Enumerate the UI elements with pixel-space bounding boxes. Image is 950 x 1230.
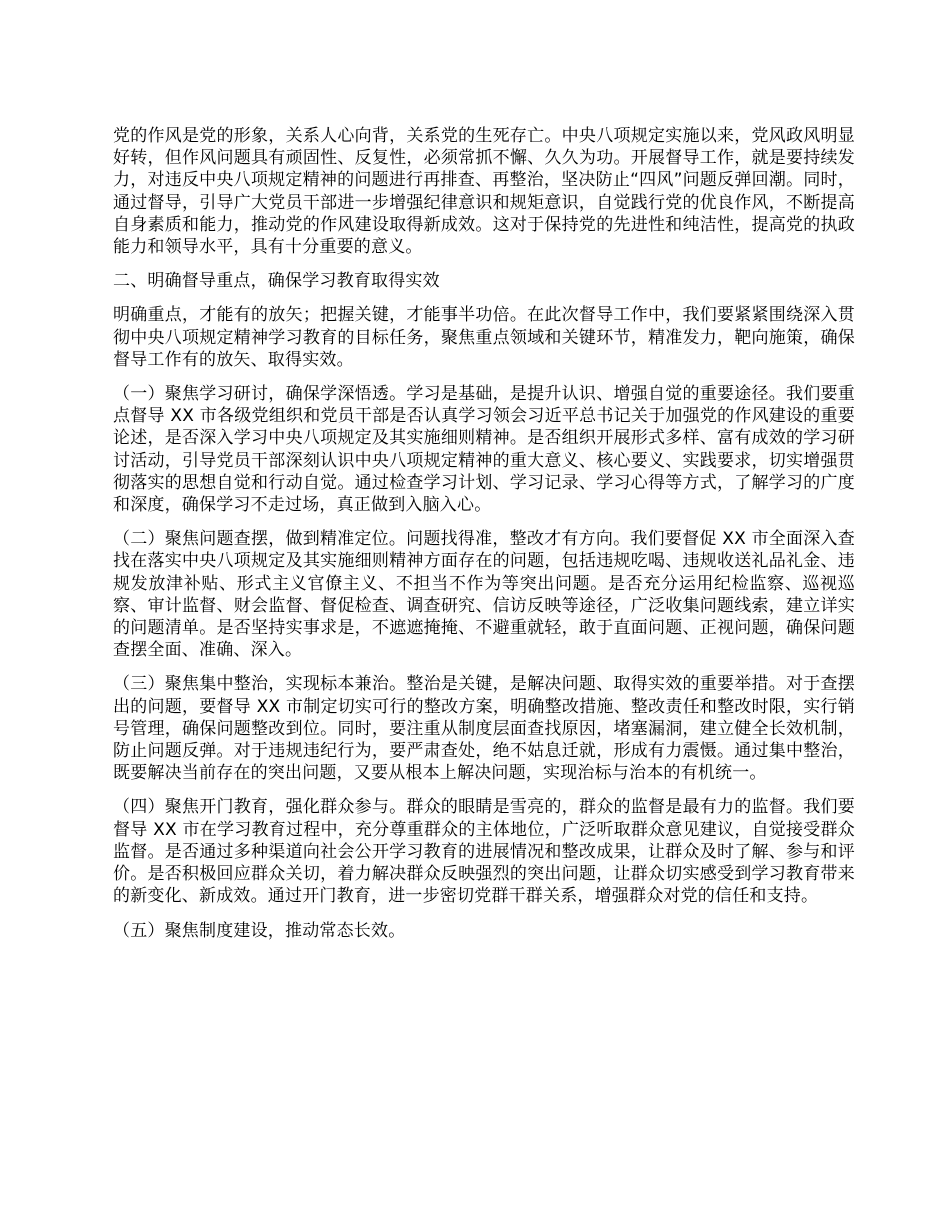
paragraph-focus-study: （一）聚焦学习研讨，确保学深悟透。学习是基础，是提升认识、增强自觉的重要途径。我们要重点督导 XX 市各级党组织和党员干部是否认真学习领会习近平总书记关于加强党的作风建设的重要论述，是否深入学习中央八项规定及其实施细则精神。是否组织开展形式多样、富有成效的学习研讨活动，引导党员干部深刻认识中央八项规定精神的重大意义、核心要义、实践要求，切实增强贯彻落实的思想自觉和行动自觉。通过检查学习计划、学习记录、学习心得等方式，了解学习的广度和深度，确保学习不走过场，真正做到入脑入心。	[113, 384, 855, 516]
paragraph-focus-open-education: （四）聚焦开门教育，强化群众参与。群众的眼睛是雪亮的，群众的监督是最有力的监督。我们要督导 XX 市在学习教育过程中，充分尊重群众的主体地位，广泛听取群众意见建议，自觉接受群众监督。是否通过多种渠道向社会公开学习教育的进展情况和整改成果，让群众及时了解、参与和评价。是否积极回应群众关切，着力解决群众反映强烈的突出问题，让群众切实感受到学习教育带来的新变化、新成效。通过开门教育，进一步密切党群干群关系，增强群众对党的信任和支持。	[113, 797, 855, 907]
paragraph-focus-intro: 明确重点，才能有的放矢；把握关键，才能事半功倍。在此次督导工作中，我们要紧紧围绕深入贯彻中央八项规定精神学习教育的目标任务，聚焦重点领域和关键环节，精准发力，靶向施策，确保督导工作有的放矢、取得实效。	[113, 305, 855, 370]
paragraph-work-style-significance: 党的作风是党的形象，关系人心向背，关系党的生死存亡。中央八项规定实施以来，党风政风明显好转，但作风问题具有顽固性、反复性，必须常抓不懈、久久为功。开展督导工作，就是要持续发力，对违反中央八项规定精神的问题进行再排查、再整治，坚决防止“四风”问题反弹回潮。同时，通过督导，引导广大党员干部进一步增强纪律意识和规矩意识，自觉践行党的优良作风，不断提高自身素质和能力，推动党的作风建设取得新成效。这对于保持党的先进性和纯洁性，提高党的执政能力和领导水平，具有十分重要的意义。	[113, 126, 855, 258]
document-page	[113, 125, 855, 954]
paragraph-focus-institution: （五）聚焦制度建设，推动常态长效。	[113, 920, 406, 941]
section-heading-2: 二、明确督导重点，确保学习教育取得实效	[113, 271, 440, 292]
paragraph-focus-rectification: （三）聚焦集中整治，实现标本兼治。整治是关键，是解决问题、取得实效的重要举措。对于查摆出的问题，要督导 XX 市制定切实可行的整改方案，明确整改措施、整改责任和整改时限，实行销号管理，确保问题整改到位。同时，要注重从制度层面查找原因，堵塞漏洞，建立健全长效机制，防止问题反弹。对于违规违纪行为，要严肃查处，绝不姑息迁就，形成有力震慑。通过集中整治，既要解决当前存在的突出问题，又要从根本上解决问题，实现治标与治本的有机统一。	[113, 674, 855, 784]
paragraph-focus-problems: （二）聚焦问题查摆，做到精准定位。问题找得准，整改才有方向。我们要督促 XX 市全面深入查找在落实中央八项规定及其实施细则精神方面存在的问题，包括违规吃喝、违规收送礼品礼金、违规发放津补贴、形式主义官僚主义、不担当不作为等突出问题。是否充分运用纪检监察、巡视巡察、审计监督、财会监督、督促检查、调查研究、信访反映等途径，广泛收集问题线索，建立详实的问题清单。是否坚持实事求是，不遮遮掩掩、不避重就轻，敢于直面问题、正视问题，确保问题查摆全面、准确、深入。	[113, 529, 855, 661]
